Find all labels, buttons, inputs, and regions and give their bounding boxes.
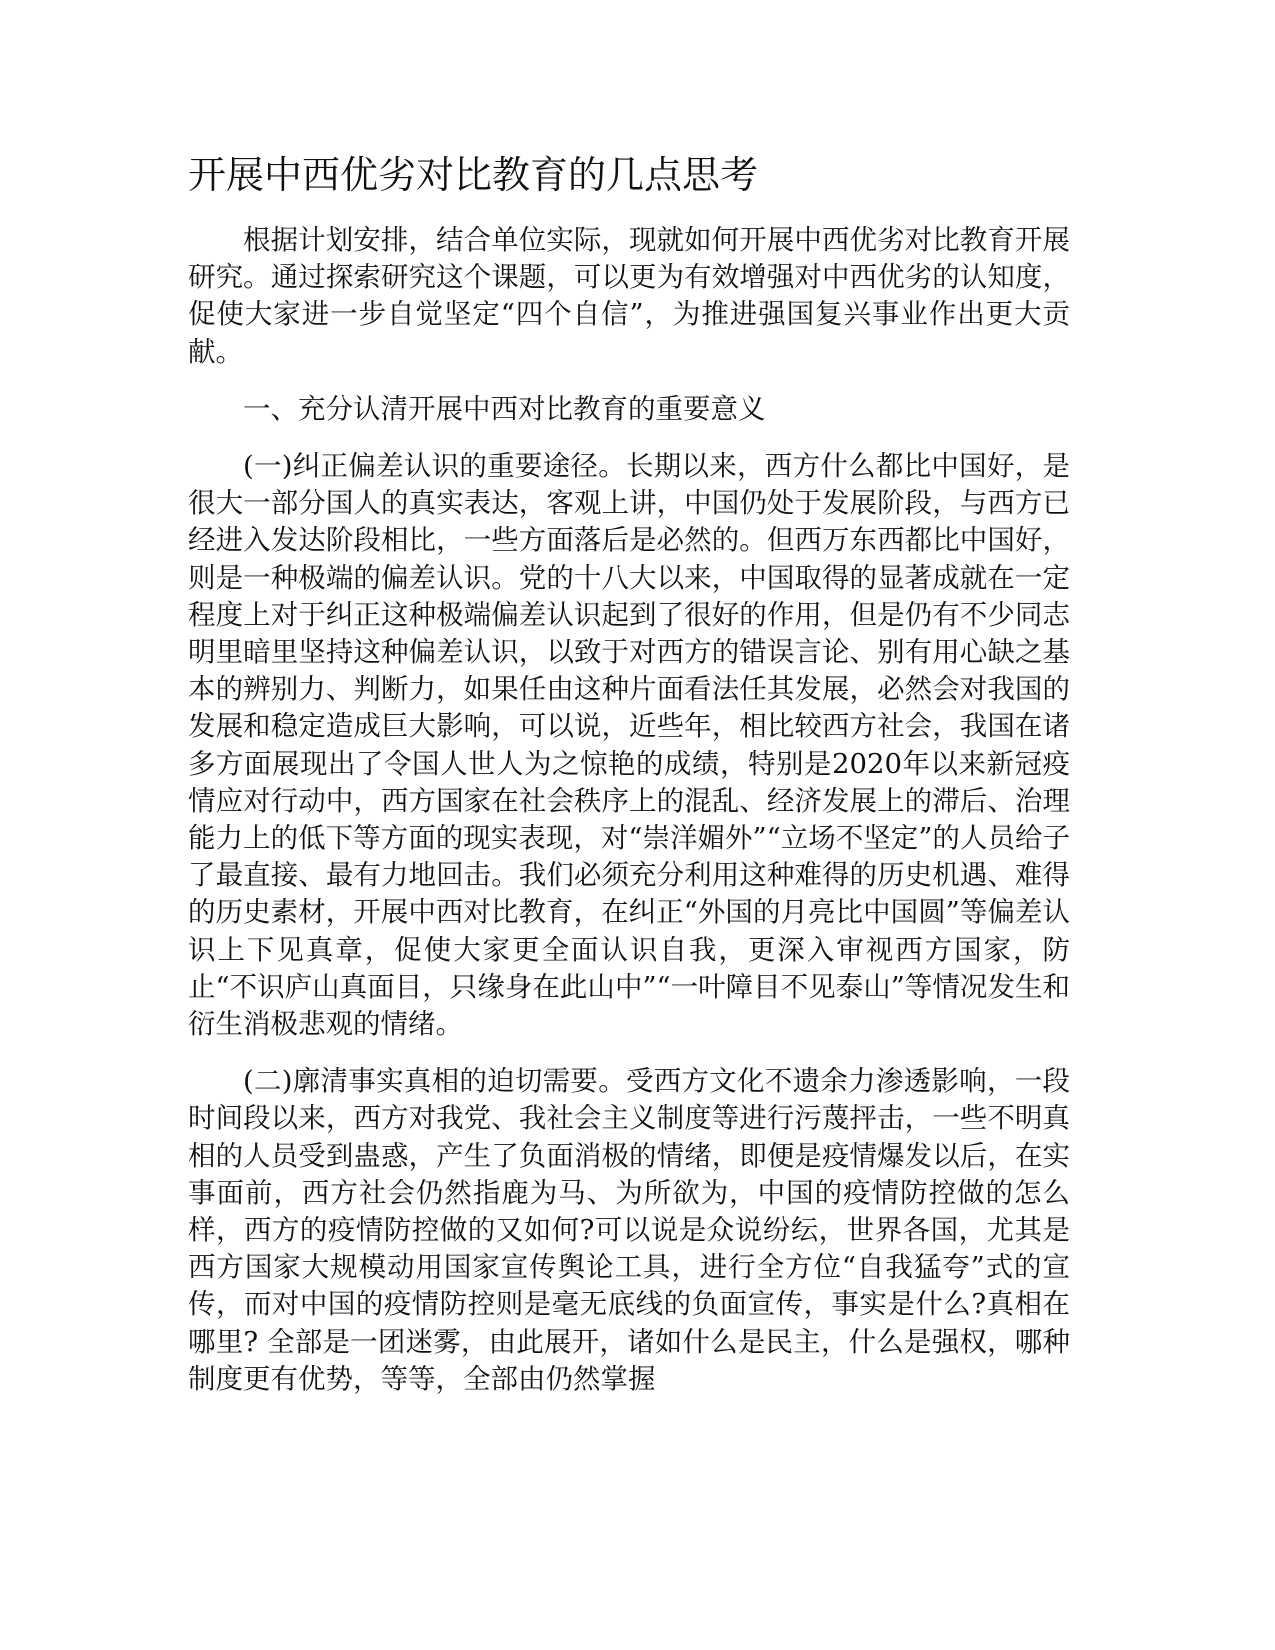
section-heading-1: 一、充分认清开展中西对比教育的重要意义 xyxy=(243,392,766,425)
document-title: 开展中西优劣对比教育的几点思考 xyxy=(188,153,759,197)
document-body xyxy=(188,150,1070,1418)
intro-paragraph: 根据计划安排，结合单位实际，现就如何开展中西优劣对比教育开展研究。通过探索研究这个课题，可以更为有效增强对中西优劣的认知度，促使大家进一步自觉坚定“四个自信”，为推进强国复兴事业作出更大贡献。 xyxy=(188,224,1070,368)
paragraph-point-2: (二)廓清事实真相的迫切需要。受西方文化不遗余力渗透影响，一段时间段以来，西方对我党、我社会主义制度等进行污蔑抨击，一些不明真相的人员受到蛊惑，产生了负面消极的情绪，即便是疫情爆发以后，在实事面前，西方社会仍然指鹿为马、为所欲为，中国的疫情防控做的怎么样，西方的疫情防控做的又如何?可以说是众说纷纭，世界各国，尤其是西方国家大规模动用国家宣传舆论工具，进行全方位“自我猛夸”式的宣传，而对中国的疫情防控则是毫无底线的负面宣传，事实是什么?真相在哪里? 全部是一团迷雾，由此展开，诸如什么是民主，什么是强权，哪种制度更有优势，等等，全部由仍然掌握 xyxy=(188,1065,1070,1395)
paragraph-point-1: (一)纠正偏差认识的重要途径。长期以来，西方什么都比中国好，是很大一部分国人的真实表达，客观上讲，中国仍处于发展阶段，与西方已经进入发达阶段相比，一些方面落后是必然的。但西万东西都比中国好，则是一种极端的偏差认识。党的十八大以来，中国取得的显著成就在一定程度上对于纠正这种极端偏差认识起到了很好的作用，但是仍有不少同志明里暗里坚持这种偏差认识，以致于对西方的错误言论、别有用心缺之基本的辨别力、判断力，如果任由这种片面看法任其发展，必然会对我国的发展和稳定造成巨大影响，可以说，近些年，相比较西方社会，我国在诸多方面展现出了令国人世人为之惊艳的成绩，特别是2020年以来新冠疫情应对行动中，西方国家在社会秩序上的混乱、经济发展上的滞后、治理能力上的低下等方面的现实表现，对“崇洋媚外”“立场不坚定”的人员给子了最直接、最有力地回击。我们必须充分利用这种难得的历史机遇、难得的历史素材，开展中西对比教育，在纠正“外国的月亮比中国圆”等偏差认识上下见真章，促使大家更全面认识自我，更深入审视西方国家，防止“不识庐山真面目，只缘身在此山中”“一叶障目不见泰山”等情况发生和衍生消极悲观的情绪。 xyxy=(188,450,1070,1041)
